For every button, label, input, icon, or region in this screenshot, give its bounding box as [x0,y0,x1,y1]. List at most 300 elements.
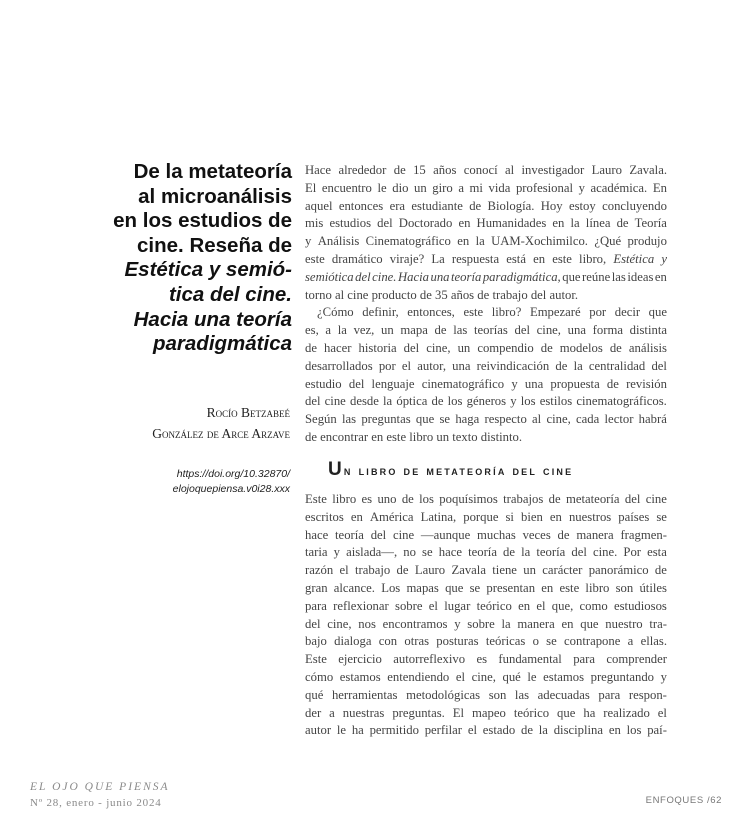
title-line-italic: tica del cine. [168,282,292,306]
word: el [428,598,438,613]
word: con [378,634,398,649]
word: historia [358,340,397,355]
word: los [447,394,463,409]
word: un [523,563,536,578]
word: preguntas [361,412,411,427]
word: revisión [626,376,667,391]
word: teorías [473,323,508,338]
word: bajo [305,634,327,649]
word: cine [645,492,667,506]
word: al [504,163,515,177]
word: este [559,580,580,595]
word: la [570,216,580,231]
word: a [329,705,335,720]
word: El [452,705,465,720]
word: qué [305,687,324,702]
text-line [305,509,667,527]
word: concluyendo [602,198,667,213]
word: Zavala. [629,163,667,177]
word: y [510,394,517,409]
word: cine, [546,412,571,427]
word: mapa [400,323,428,338]
word: habrá [638,412,667,427]
word: la [337,323,347,338]
section-heading-text: n libro de metateoría del cine [343,463,574,478]
word: Por [623,545,642,560]
word: la [573,358,583,373]
word: le [336,723,347,738]
word: panorámico [588,563,649,578]
word: y [454,616,461,631]
word: Teoría [634,216,667,231]
word: reflexionar [333,598,389,613]
word: realizado [603,705,650,720]
word: trabajo [354,563,391,578]
word: paí- [647,723,667,738]
text-line [305,722,667,740]
word: bien [521,509,543,524]
word: los [520,394,536,409]
word: en [350,509,363,524]
word: los [626,723,642,738]
word: lector [604,412,634,427]
word: el [339,563,349,578]
word: produjo [627,234,667,249]
word: estado [482,723,516,738]
word: Este [305,652,327,667]
word: disciplina [553,723,604,738]
word: de [606,376,619,391]
word: del [571,545,587,560]
word: poquísimos [439,492,498,506]
word: de [431,394,444,409]
word: Según [305,412,337,427]
word: está [506,251,526,266]
word: ha [351,723,364,738]
word: Análisis [317,234,360,249]
word: cada [576,412,600,427]
word: se [422,545,433,560]
word: una [567,323,586,338]
word: una [430,269,450,284]
word: cine, [327,616,352,631]
word: en [533,251,546,266]
word: En [652,180,667,195]
word: cine, [536,323,561,338]
word: sobre [467,616,495,631]
word: cine. [372,269,397,284]
word: una [452,358,471,373]
word: al [532,412,542,427]
word: del [370,527,387,542]
text-line [305,669,667,687]
word: en [561,616,574,631]
word: y [333,545,340,560]
word: que [648,305,667,320]
text-line [305,198,667,216]
word: tra- [649,616,667,631]
text-line [305,544,667,562]
text-line [305,393,667,411]
word: los [419,492,434,506]
word: profesional [515,180,574,195]
text-line [305,340,667,358]
word: se [469,580,481,595]
section-heading-initial: U [328,459,344,480]
word: es [361,492,373,506]
word: vida [488,180,511,195]
word: estoy [568,198,596,213]
word: encuentro [321,180,372,195]
word: autorreflexivo [393,652,466,667]
word: del [377,216,393,231]
word: del [348,376,365,391]
word: reúne [582,269,611,284]
word: escritos [305,509,344,524]
word: lenguaje [371,376,415,391]
word: un [381,323,394,338]
word: el [401,358,412,373]
doi-line-1[interactable]: https://doi.org/10.32870/ [176,468,290,480]
word: de [520,723,533,738]
word: este [552,251,572,266]
word: contrapone [564,634,621,649]
word: fragmen- [620,527,667,542]
word: las [611,269,626,284]
word: semiótica [305,269,354,284]
word: de [654,563,667,578]
word: teoría [536,545,566,560]
word: en [457,234,470,249]
word: ideas [627,269,654,284]
text-line [305,651,667,669]
word: giro [432,180,453,195]
word: por [378,358,396,373]
word: Doctorado [398,216,453,231]
word: libro, [579,251,607,266]
word: Empezaré [529,305,581,320]
text-line [305,304,667,322]
word: veces [522,527,551,542]
word: óptica [396,394,428,409]
word: este [463,305,484,320]
word: Estética [613,251,655,266]
word: desde [349,394,379,409]
text-line [305,633,667,651]
word: El [305,180,317,195]
word: esta [647,545,667,560]
word: porque [463,509,499,524]
word: en [549,509,562,524]
word: hace [438,545,462,560]
word: entendiendo [387,669,450,684]
word: libro [585,580,610,595]
word: es, [305,323,319,338]
word: de [540,340,553,355]
word: modelos [559,340,603,355]
word: aislada—, [346,545,398,560]
word: metodológicas [406,687,481,702]
word: un [457,340,471,355]
word: el [467,723,477,738]
text-line [305,322,667,340]
word: si [505,509,514,524]
word: se [439,412,451,427]
word: del [403,340,420,355]
word: paradigmática, [482,269,561,284]
word: del [624,492,641,506]
text-line [305,376,667,394]
title-line-italic: Estética y semió- [124,258,292,282]
word: Zavala [451,563,486,578]
word: países [618,509,650,524]
word: de [434,323,447,338]
word: el [455,669,466,684]
word: géneros [466,394,507,409]
word: de [396,563,409,578]
text-line [305,162,667,180]
word: la [501,616,511,631]
journal-name: EL OJO QUE PIENSA [30,781,170,793]
word: las [341,412,357,427]
word: en [608,723,621,738]
word: alrededor [338,163,387,177]
text-line [305,598,667,616]
doi-line-2[interactable]: elojoquepiensa.v0i28.xxx [172,483,290,495]
doi-link[interactable] [60,467,290,497]
word: Latina, [420,509,457,524]
word: le [377,180,387,195]
word: de [503,545,516,560]
word: ellas. [640,634,667,649]
word: ejercicio [338,652,382,667]
word: UAM-Xochimilco. [491,234,588,249]
word: nos [358,616,376,631]
word: Los [381,580,401,595]
word: haga [455,412,480,427]
text-line [305,358,667,376]
word: posturas [436,634,479,649]
word: por [589,305,607,320]
word: sobre [395,598,423,613]
word: este [305,251,325,266]
issue-info: Nº 28, enero - junio 2024 [30,797,162,809]
word: y [511,376,518,391]
word: cine [393,527,415,542]
word: carácter [542,563,583,578]
word: estilos [539,394,573,409]
text-line [305,269,667,287]
word: cine. [592,545,618,560]
word: autor [305,723,332,738]
word: permitido [369,723,419,738]
word: en [541,580,554,595]
word: cinematográfico [421,376,505,391]
word: dialoga [334,634,372,649]
word: que [445,580,464,595]
word: teoría [468,545,497,560]
journal-footer [30,779,170,811]
word: estamos [339,669,381,684]
word: viraje? [389,251,425,266]
word: análisis [628,340,667,355]
section-heading [328,459,668,481]
word: trabajos [503,492,544,506]
word: der [305,705,322,720]
word: cine, [471,669,496,684]
word: es [476,652,488,667]
word: la [475,234,485,249]
word: Hacia [397,269,429,284]
word: gran [305,580,328,595]
word: que [415,412,435,427]
word: la [521,545,531,560]
intro-paragraphs [305,162,667,447]
word: el [657,705,667,720]
word: cine, [426,340,451,355]
word: en [654,269,667,284]
word: ¿Cómo [317,305,354,320]
word: compendio [477,340,534,355]
word: vez, [353,323,375,338]
word: la [383,394,393,409]
text-line: torno al cine producto de 35 años de trabajo del autor. [305,287,579,302]
word: y [660,669,667,684]
word: estudios [329,216,372,231]
word: son [615,580,634,595]
word: libro [332,492,357,506]
word: forma [592,323,623,338]
word: como [579,598,608,613]
word: preguntas. [392,705,445,720]
word: cinematográficos. [576,394,667,409]
word: entonces, [407,305,455,320]
word: mis [305,216,324,231]
word: Lauro [591,163,622,177]
word: nuestras [342,705,385,720]
text-line [305,251,667,269]
word: libro? [491,305,522,320]
word: metateoría [566,492,620,506]
word: a [627,634,634,649]
word: las [514,687,530,702]
word: —aunque [420,527,471,542]
word: una [524,376,544,391]
word: lugar [444,598,471,613]
word: a [325,323,332,338]
word: se [656,509,667,524]
word: reivindicación [476,358,550,373]
word: hacer [324,340,352,355]
word: para [598,687,621,702]
word: ha [583,705,596,720]
word: La [431,251,445,266]
text-line: de encontrar en este libro un texto distinto. [305,429,523,444]
title-line-italic: paradigmática [153,332,292,356]
title-line-italic: Hacia una teoría [133,307,292,331]
word: taria [305,545,328,560]
word: aquel [305,198,333,213]
title-line: cine. Reseña de [137,233,292,257]
word: mi [469,180,483,195]
word: uno [377,492,397,506]
word: que [557,705,576,720]
word: entonces [338,198,384,213]
word: de [401,492,414,506]
word: cómo [305,669,334,684]
text-line [305,562,667,580]
word: dramático [331,251,383,266]
word: manera [517,616,555,631]
word: herramientas [331,687,398,702]
word: y [305,234,312,249]
word: las [453,323,468,338]
text-line [305,616,667,634]
word: fundamental [498,652,562,667]
word: de [555,358,568,373]
word: línea [585,216,611,231]
word: teoría [335,527,364,542]
word: conocí [463,163,498,177]
word: no [403,545,416,560]
word: estudio [305,376,342,391]
word: propuesta [550,376,600,391]
word: Humanidades [476,216,547,231]
word: comprender [606,652,667,667]
word: razón [305,563,334,578]
word: Hoy [540,198,563,213]
word: Lauro [414,563,446,578]
word: a [458,180,464,195]
word: académica. [590,180,648,195]
word: son [488,687,507,702]
word: años [433,163,457,177]
word: de [469,198,482,213]
word: dio [392,180,409,195]
word: muchas [477,527,516,542]
word: Hace [305,163,332,177]
text-line [305,180,667,198]
word: manera [576,527,614,542]
title-line: al microanálisis [138,184,292,208]
word: desarrollados [305,358,373,373]
article-title [60,160,292,357]
word: Biología. [487,198,535,213]
word: distinta [629,323,667,338]
word: teoría [451,269,482,284]
word: un [414,180,427,195]
word: estudiante [411,198,463,213]
word: de [393,163,406,177]
word: hace [305,527,329,542]
word: investigador [521,163,585,177]
text-line [305,687,667,705]
word: le [527,669,537,684]
word: en [458,216,471,231]
section-paragraph [305,491,667,740]
word: que, [551,598,574,613]
word: en [518,598,531,613]
word: del [305,616,321,631]
word: en [552,216,565,231]
word: de [616,216,629,231]
word: estudiosos [613,598,667,613]
word: perfilar [424,723,463,738]
text-line [305,705,667,723]
word: respuesta [451,251,500,266]
word: Este [305,492,327,506]
word: mapeo [472,705,506,720]
